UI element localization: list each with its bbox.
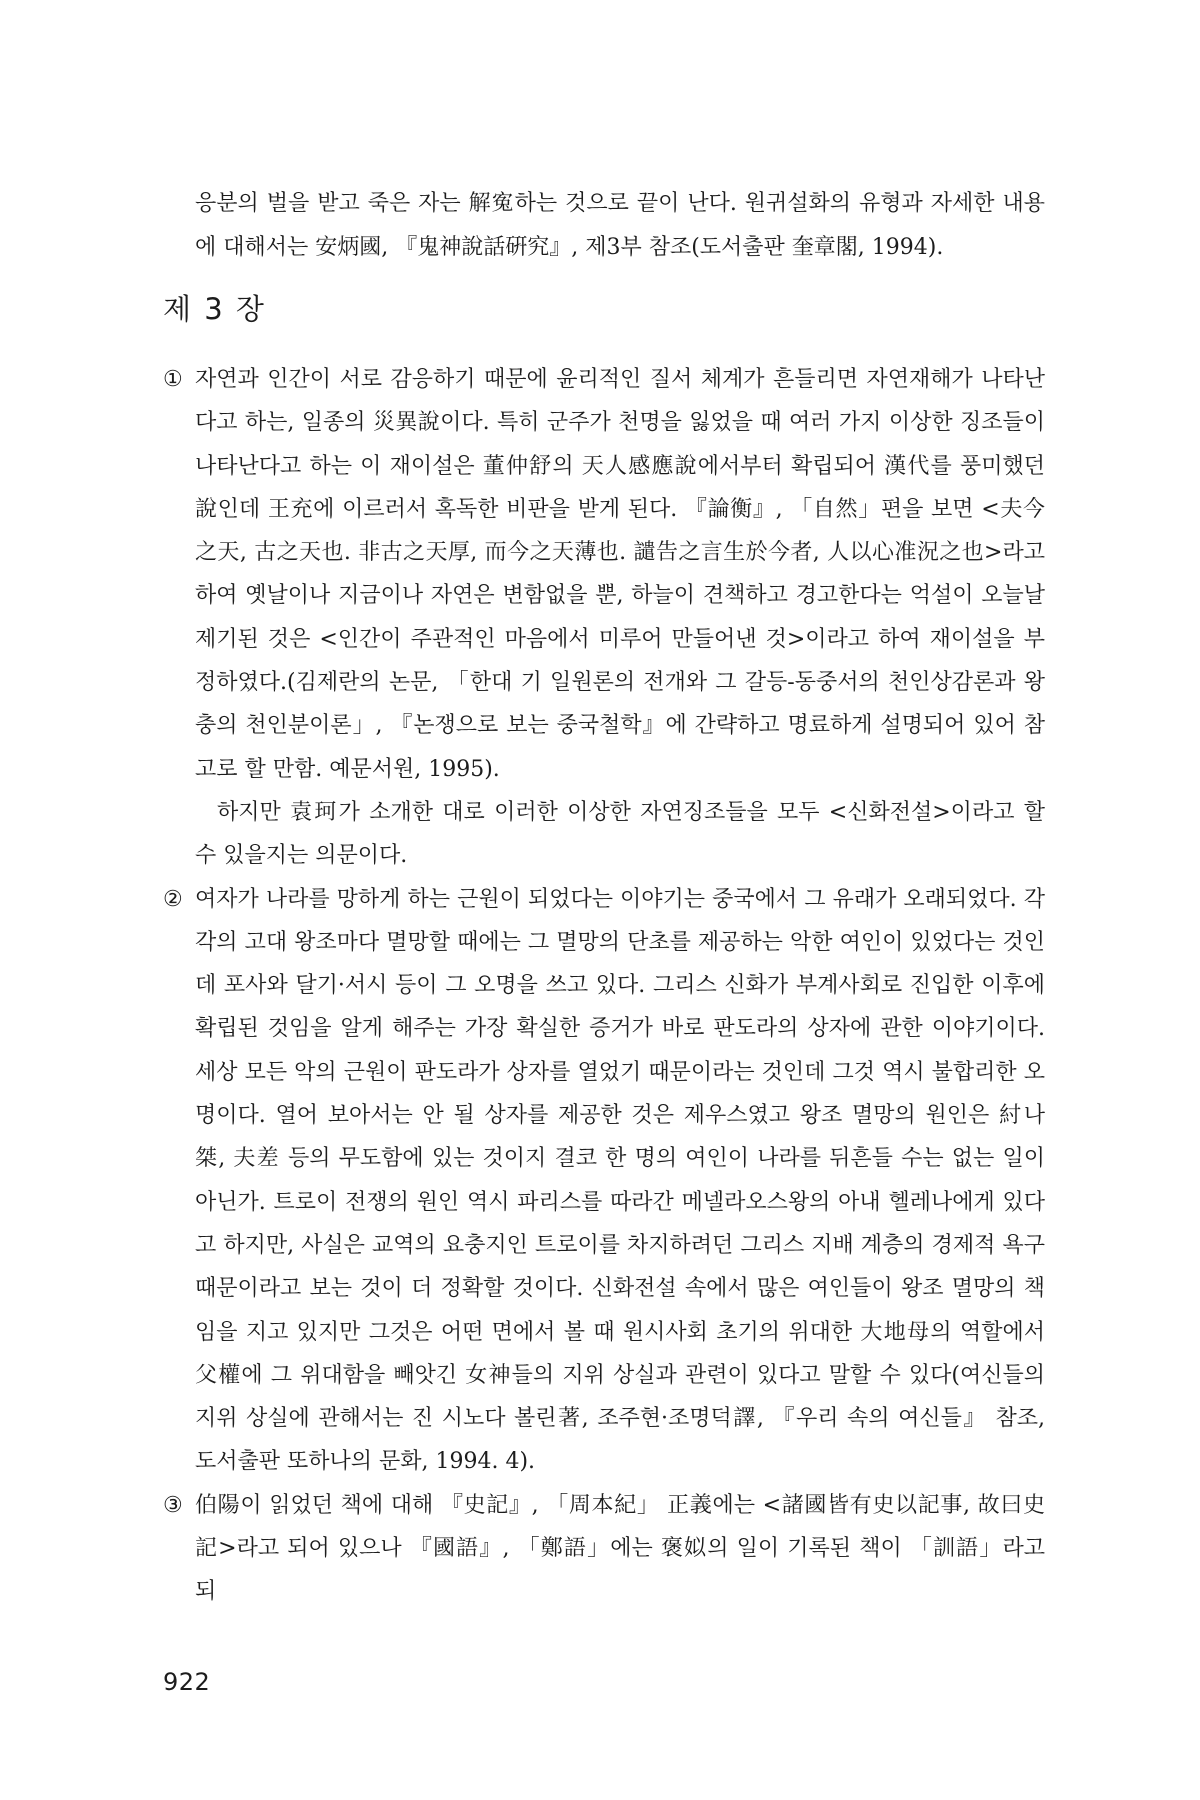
endnote-text: 여자가 나라를 망하게 하는 근원이 되었다는 이야기는 중국에서 그 유래가 오래되었다. 각각의 고대 왕조마다 멸망할 때에는 그 멸망의 단초를 제공하는 악한 여인이 있었다는 것인데 포사와 달기·서시 등이 그 오명을 쓰고 있다. 그리스 신화가 부계사회로 진입한 이후에 확립된 것임을 알게 해주는 가장 확실한 증거가 바로 판도라의 상자에 관한 이야기이다. 세상 모든 악의 근원이 판도라가 상자를 열었기 때문이라는 것인데 그것 역시 불합리한 오명이다. 열어 보아서는 안 될 상자를 제공한 것은 제우스였고 왕조 멸망의 원인은 紂나 桀, 夫差 등의 무도함에 있는 것이지 결코 한 명의 여인이 나라를 뒤흔들 수는 없는 일이 아닌가. 트로이 전쟁의 원인 역시 파리스를 따라간 메넬라오스왕의 아내 헬레나에게 있다고 하지만, 사실은 교역의 요충지인 트로이를 차지하려던 그리스 지배 계층의 경제적 욕구 때문이라고 보는 것이 더 정확할 것이다. 신화전설 속에서 많은 여인들이 왕조 멸망의 책임을 지고 있지만 그것은 어떤 면에서 볼 때 원시사회 초기의 위대한 大地母의 역할에서 父權에 그 위대함을 빼앗긴 女神들의 지위 상실과 관련이 있다고 말할 수 있다(여신들의 지위 상실에 관해서는 진 시노다 볼린著, 조주현·조명덕譯, 『우리 속의 여신들』 참조, 도서출판 또하나의 문화, 1994. 4). xyxy=(195,886,1045,1475)
chapter-heading: 제 3 장 xyxy=(163,292,266,326)
endnote-marker: ① xyxy=(163,367,183,392)
endnote-3 xyxy=(163,1484,1045,1614)
page-number: 922 xyxy=(163,1668,211,1696)
endnote-text: 伯陽이 읽었던 책에 대해 『史記』, 「周本紀」 正義에는 <諸國皆有史以記事, 故曰史記>라고 되어 있으나 『國語』, 「鄭語」에는 褒姒의 일이 기록된 책이 「訓語」라고 되 xyxy=(195,1492,1045,1605)
intro-paragraph: 응분의 벌을 받고 죽은 자는 解寃하는 것으로 끝이 난다. 원귀설화의 유형과 자세한 내용에 대해서는 安炳國, 『鬼神說話硏究』, 제3부 참조(도서출판 奎章閣, 1994). xyxy=(195,191,1045,260)
endnote-marker: ② xyxy=(163,886,183,912)
endnotes-list xyxy=(163,358,1045,1614)
endnote-2 xyxy=(163,878,1045,1484)
endnote-continuation: 하지만 袁珂가 소개한 대로 이러한 이상한 자연징조들을 모두 <신화전설>이라고 할 수 있을지는 의문이다. xyxy=(195,799,1045,869)
endnote-marker: ③ xyxy=(163,1492,183,1518)
endnote-text: 자연과 인간이 서로 감응하기 때문에 윤리적인 질서 체계가 흔들리면 자연재해가 나타난다고 하는, 일종의 災異說이다. 특히 군주가 천명을 잃었을 때 여러 가지 이상한 징조들이 나타난다고 하는 이 재이설은 董仲舒의 天人感應說에서부터 확립되어 漢代를 풍미했던 說인데 王充에 이르러서 혹독한 비판을 받게 된다. 『論衡』, 「自然」편을 보면 <夫今之天, 古之天也. 非古之天厚, 而今之天薄也. 譴告之言生於今者, 人以心准況之也>라고 하여 옛날이나 지금이나 자연은 변함없을 뿐, 하늘이 견책하고 경고한다는 억설이 오늘날 제기된 것은 <인간이 주관적인 마음에서 미루어 만들어낸 것>이라고 하여 재이설을 부정하였다.(김제란의 논문, 「한대 기 일원론의 전개와 그 갈등-동중서의 천인상감론과 왕충의 천인분이론」, 『논쟁으로 보는 중국철학』에 간략하고 명료하게 설명되어 있어 참고로 할 만함. 예문서원, 1995). xyxy=(195,367,1046,782)
endnote-1 xyxy=(163,358,1045,878)
